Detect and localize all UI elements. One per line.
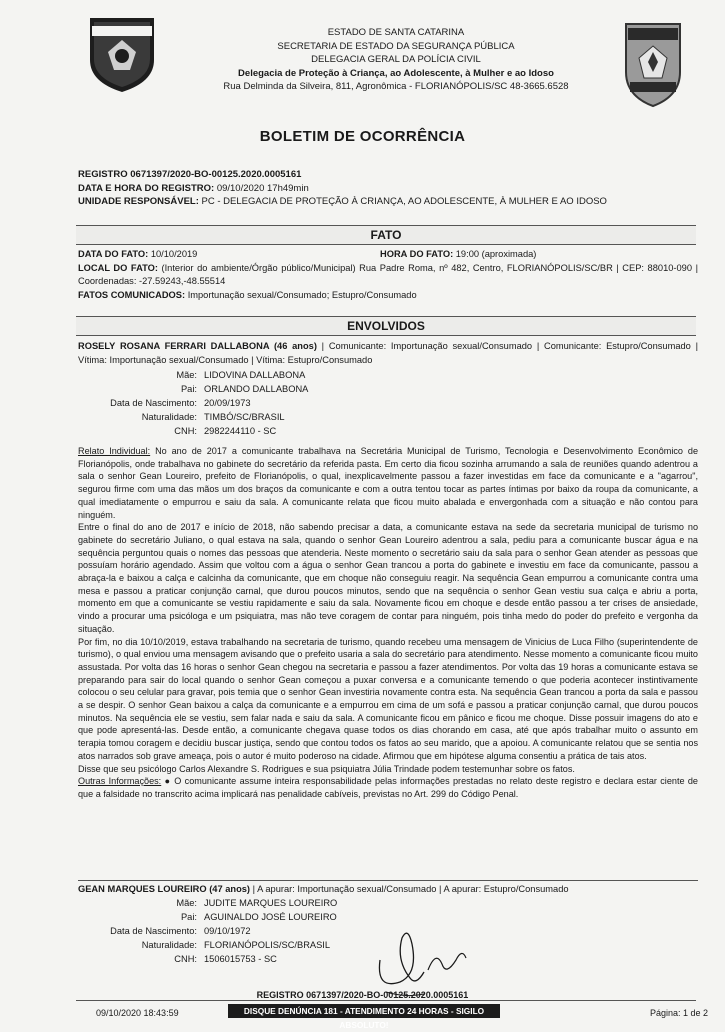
person-2-details [0, 896, 725, 968]
field-label: Data de Nascimento: [110, 398, 197, 408]
reported-facts-label: FATOS COMUNICADOS: [78, 289, 186, 300]
person-2-mother-row [0, 896, 725, 910]
handwritten-signature [366, 920, 486, 1000]
fact-time-label: HORA DO FATO: [380, 249, 454, 259]
field-value: AGUINALDO JOSÉ LOUREIRO [204, 912, 337, 922]
header-text [196, 26, 596, 94]
page-number: Página: 1 de 2 [650, 1008, 709, 1018]
field-value: 09/10/1972 [204, 926, 251, 936]
other-info: ● O comunicante assume inteira responsabilidade pelas informações prestadas no relato deste registro e declara estar ciente de que a falsidade no transcrito acima implicará nas penalidade cabíveis, previstas no Art. 299 do Código Penal. [78, 776, 698, 799]
document-header [0, 0, 725, 110]
state-name: ESTADO DE SANTA CATARINA [327, 27, 465, 38]
field-label: Mãe: [176, 370, 197, 380]
person-2-roles: | A apurar: Importunação sexual/Consumado | A apurar: Estupro/Consumado [250, 884, 569, 894]
person-1-details [0, 368, 725, 440]
relato-paragraph-4: Disse que seu psicólogo Carlos Alexandre S. Rodrigues e sua psiquiatra Júlia Trindade podem testemunhar sobre os fatos. [78, 763, 575, 774]
footer-print-datetime: 09/10/2020 18:43:59 [96, 1008, 179, 1018]
registration-datetime-label: DATA E HORA DO REGISTRO: [78, 182, 215, 194]
reported-facts: Importunação sexual/Consumado; Estupro/Consumado [187, 289, 417, 300]
field-label: Data de Nascimento: [110, 926, 197, 936]
person-1-birthdate-row [0, 396, 725, 410]
person-1-mother-row [0, 368, 725, 382]
field-label: CNH: [174, 954, 197, 964]
registration-block [78, 168, 698, 209]
footer-registration: REGISTRO 0671397/2020-BO-00125.2020.0005161 [256, 990, 469, 1000]
field-value: TIMBÓ/SC/BRASIL [204, 412, 285, 422]
fato-block [78, 248, 698, 302]
fact-time: 19:00 (aproximada) [455, 249, 537, 259]
field-label: Naturalidade: [141, 940, 197, 950]
relato-label: Relato Individual: [78, 446, 151, 456]
field-value: 1506015753 - SC [204, 954, 277, 964]
person-2-header [78, 880, 698, 897]
other-info-label: Outras Informações: [78, 776, 162, 787]
person-1-father-row [0, 382, 725, 396]
field-label: Mãe: [176, 898, 197, 908]
fact-location-label: LOCAL DO FATO: [78, 262, 158, 273]
section-fato-header: FATO [76, 225, 696, 245]
registration-datetime: 09/10/2020 17h49min [216, 182, 309, 194]
section-envolvidos-header: ENVOLVIDOS [76, 316, 696, 336]
responsible-unit-label: UNIDADE RESPONSÁVEL: [78, 196, 199, 207]
field-value: 20/09/1973 [204, 398, 251, 408]
fact-date: 10/10/2019 [150, 249, 198, 259]
field-value: LIDOVINA DALLABONA [204, 370, 306, 380]
police-department: DELEGACIA GERAL DA POLÍCIA CIVIL [311, 54, 481, 65]
field-label: Naturalidade: [141, 412, 197, 422]
secretariat-name: SECRETARIA DE ESTADO DA SEGURANÇA PÚBLICA [277, 40, 515, 52]
field-value: FLORIANÓPOLIS/SC/BRASIL [204, 940, 331, 950]
delegacia-address: Rua Delminda da Silveira, 811, Agronômica - FLORIANÓPOLIS/SC 48-3665.6528 [223, 81, 569, 92]
policia-civil-badge [620, 20, 686, 108]
person-1-birthplace-row [0, 410, 725, 424]
person-1-roles: | Comunicante: Importunação sexual/Consumado | Comunicante: Estupro/Consumado | Vítima: Importunação sexual/Consumado | Vítima: Estupro/Consumado [78, 341, 698, 365]
footer-divider [76, 1000, 696, 1001]
registration-number: REGISTRO 0671397/2020-BO-00125.2020.0005161 [78, 169, 302, 180]
delegacia-name: Delegacia de Proteção à Criança, ao Adolescente, à Mulher e ao Idoso [238, 67, 554, 79]
person-2-father-row [0, 910, 725, 924]
fact-date-label: DATA DO FATO: [78, 249, 149, 259]
relato-paragraph-2: Entre o final do ano de 2017 e início de 2018, não sabendo precisar a data, a comunicante estava na sede da secretaria municipal de turismo no gabinete do secretário Juliano, o qual estava na sala, quando o senhor Gean Loureiro adentrou a sala, pediu para a comunicante buscar água e na sequência perguntou quais o nomes das pessoas que atenderia. Neste momento o secretário saiu da sala para o senhor Gean atender as pessoas que possuíam horário agendado. Assim que voltou com a água o senhor Gean trancou a porta do gabinete e investiu em face da comunicante, passou a abraça-la e baixou a calça e calcinha da comunicante, que em choque não conseguiu reagir. Na sequência Gean empurrou a comunicante contra uma mesa e passou a praticar conjunção carnal, que durou poucos minutos, sendo que na sequência o senhor Gean vestiu sua calça e abriu a porta, momento em que a comunicante se vestiu rapidamente e saiu da sala. Novamente ficou em choque e desde então passou a ter crises de ansiedade, vindo a procurar uma psicóloga e um psiquiatra, mas não teve coragem de contar para ninguém, pois tinha medo do poder do prefeito e vergonha da situação. [78, 522, 698, 634]
field-label: CNH: [174, 426, 197, 436]
field-label: Pai: [180, 384, 197, 394]
field-value: JUDITE MARQUES LOUREIRO [204, 898, 338, 908]
fact-location: (Interior do ambiente/Órgão público/Municipal) Rua Padre Roma, nº 482, Centro, FLORIANÓPOLIS/SC/BR | CEP: 88010-090 | Coordenadas: -27.59243,-48.55514 [78, 262, 698, 286]
person-1-cnh-row [0, 424, 725, 438]
responsible-unit: PC - DELEGACIA DE PROTEÇÃO À CRIANÇA, AO ADOLESCENTE, À MULHER E AO IDOSO [201, 196, 607, 207]
document-title: BOLETIM DE OCORRÊNCIA [259, 128, 466, 145]
person-2-name: GEAN MARQUES LOUREIRO (47 anos) [78, 884, 251, 894]
security-secretariat-logo [82, 12, 162, 94]
relato-paragraph-1: No ano de 2017 a comunicante trabalhava na Secretária Municipal de Turismo, Tecnologia e Desenvolvimento Econômico de Florianópolis, onde trabalhava no gabinete do secretário da referida pasta. Em certo dia ficou sozinha arrumando a sala de reuniões quando adentrou a sala o senhor Gean Loureiro, prefeito de Florianópolis, o qual, inexplicavelmente passou a fazer investidas em face da comunicante e a "agarrou", segurou firme com uma das mãos um dos braços da comunicante e com a outra tentou tocar as partes íntimas por baixo da roupa da comunicante, a qual imediatamente o empurrou e saiu da sala. A comunicante relata que ficou muito abalada e envergonhada com a situação e não contou para ninguém. [78, 446, 699, 520]
person-2-birthdate-row [0, 924, 725, 938]
hotline-banner: DISQUE DENÚNCIA 181 - ATENDIMENTO 24 HORAS - SIGILO ABSOLUTO! [228, 1004, 500, 1018]
relato-individual [78, 445, 698, 801]
relato-paragraph-3: Por fim, no dia 10/10/2019, estava trabalhando na secretaria de turismo, quando recebeu uma mensagem de Vinicius de Luca Filho (superintendente de turismo), o qual enviou uma mensagem avisando que o prefeito usaria a sala do secretário para atendimento. Nesse momento a comunicante ficou muito assustada. Por volta das 16 horas o senhor Gean chegou na secretaria e passou a fazer atendimentos. Por volta das 19 horas a comunicante estava se preparando para sair do local quando o senhor Gean começou a puxar conversa e a comunicante temendo o que poderia acontecer instintivamente colocou o seu celular para gravar, pois temia que o senhor Gean investiria novamente contra esta. Na sequência Gean trancou a porta da sala e passou a se despir. O senhor Gean baixou a calça da comunicante e a empurrou em cima de um sofá e passou a praticar conjunção carnal, que durou poucos minutos. Na sequência ele se vestiu, sem falar nada e saiu da sala. A comunicante ficou em pânico e ficou me choque. Disse possuir imagens do ato e que pode apresentá-las. Desde então, a comunicante chegava quase todos os dias chorando em casa, até que após trabalhar muito o assunto em terapia tomou coragem e decidiu buscar justiça, sendo que contou todos os fatos ao seu marido, que a apoiou. A comunicante relatou que se sentia nos atos narrados sob grave ameaça, pois o autor é muito poderoso na cidade. Afirmou que em hipótese alguma consentiu a prática de tais atos. [78, 636, 698, 761]
field-label: Pai: [180, 912, 197, 922]
field-value: ORLANDO DALLABONA [204, 384, 309, 394]
field-value: 2982244110 - SC [204, 426, 277, 436]
person-2-birthplace-row [0, 938, 725, 952]
person-2-cnh-row [0, 952, 725, 966]
person-1-header [78, 340, 698, 367]
person-1-name: ROSELY ROSANA FERRARI DALLABONA (46 anos) [78, 341, 317, 351]
